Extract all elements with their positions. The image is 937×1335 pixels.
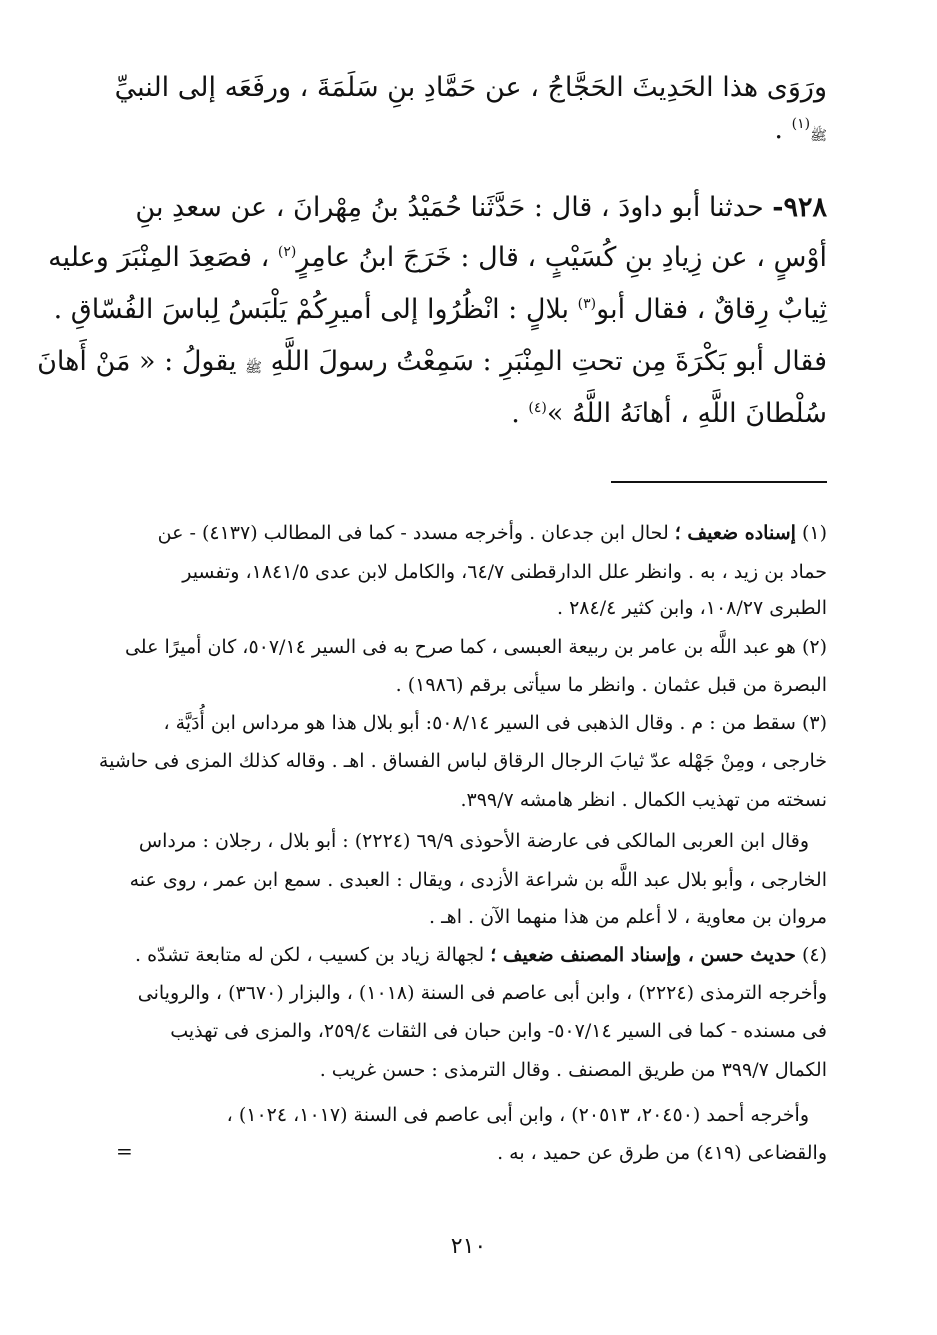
footnote-line: (٢) هو عبد اللَّه بن عامر بن ربيعة العبسى ، كما صرح به فى السير ٥٠٧/١٤، كان أميرًا على (124, 636, 827, 658)
footnote-line: وأخرجه الترمذى (٢٢٢٤) ، وابن أبى عاصم فى السنة (١٠١٨) ، والبزار (٣٦٧٠) ، والرويانى (137, 982, 827, 1004)
footnote-line: الطبرى ١٠٨/٢٧، وابن كثير ٢٨٤/٤ . (556, 597, 827, 619)
footnote-line: (١) إسناده ضعيف ؛ لحال ابن جدعان . وأخرجه مسدد - كما فى المطالب (٤١٣٧) - عن (157, 522, 827, 544)
main-text-line: ﷺ$^{(١)}$ . (774, 114, 827, 145)
footnote-line: (٣) سقط من : م . وقال الذهبى فى السير ٥٠٨/١٤: أبو بلال هذا هو مرداس ابن أُدَيَّة ، (163, 712, 827, 734)
footnote-ref: (١) (791, 116, 811, 132)
footnote-line: خارجى ، ومِنْ جَهْله عدّ ثيابَ الرجال الرقاق لباس الفساق . اهـ . وقاله كذلك المزى فى حاشية (98, 750, 827, 772)
footnote-line: وقال ابن العربى المالكى فى عارضة الأحوذى ٦٩/٩ (٢٢٢٤) : أبو بلال ، رجلان : مرداس (138, 830, 809, 852)
page-number: ٢١٠ (450, 1234, 487, 1259)
footnote-line: الكمال ٣٩٩/٧ من طريق المصنف . وقال الترمذى : حسن غريب . (319, 1059, 827, 1081)
salawat-glyph: ﷺ (810, 128, 827, 144)
footnote-line: حماد بن زيد ، به . وانظر علل الدارقطنى ٦٤/٧، والكامل لابن عدى ١٨٤١/٥، وتفسير (182, 561, 827, 583)
hadith-line: أوْسٍ ، عن زِيادِ بنِ كُسَيْبٍ ، قال : خَرَجَ ابنُ عامِرٍ$^{(٢)}$ ، فصَعِدَ المِنْبَرَ وعليه (48, 242, 827, 273)
salawat-glyph: ﷺ (245, 360, 263, 376)
footnote-ref: (٣) (577, 296, 597, 312)
hadith-number: ٩٢٨- (772, 192, 827, 223)
footnote-ref: (٤) (528, 400, 547, 416)
hadith-line: سُلْطانَ اللَّهِ ، أهانَهُ اللَّهُ »$^{(٤)}$ . (511, 398, 827, 429)
footnote-line: مروان بن معاوية ، لا أعلم من هذا منهما الآن . اهـ . (429, 906, 827, 928)
continuation-mark: = (116, 1139, 133, 1163)
footnote-line: والقضاعى (٤١٩) من طرق عن حميد ، به . (497, 1142, 827, 1164)
main-text-line: ورَوَى هذا الحَدِيثَ الحَجَّاجُ ، عن حَمَّادِ بنِ سَلَمَةَ ، ورفَعَه إلى النبيِّ (114, 72, 827, 103)
footnote-line: وأخرجه أحمد (٢٠٤٥٠، ٢٠٥١٣) ، وابن أبى عاصم فى السنة (١٠١٧، ١٠٢٤) ، (226, 1104, 809, 1126)
hadith-line: فقال أبو بَكْرَةَ مِن تحتِ المِنْبَرِ : سَمِعْتُ رسولَ اللَّهِ ﷺ يقولُ : « مَنْ أَهانَ (37, 346, 827, 377)
footnote-line: الخارجى ، وأبو بلال عبد اللَّه بن شراعة الأزدى ، ويقال : العبدى . سمع ابن عمر ، روى عنه (129, 869, 827, 891)
footnote-line: البصرة من قبل عثمان . وانظر ما سيأتى برقم (١٩٨٦) . (395, 674, 827, 696)
hadith-line: ٩٢٨- حدثنا أبو داودَ ، قال : حَدَّثَنا حُمَيْدُ بنُ مِهْرانَ ، عن سعدِ بنِ (135, 192, 827, 223)
footnote-line: نسخته من تهذيب الكمال . انظر هامشه ٣٩٩/٧. (460, 789, 827, 811)
footnote-divider (611, 481, 827, 483)
footnote-ref: (٢) (277, 244, 297, 260)
hadith-line: ثِيابٌ رِقاقٌ ، فقال أبو$^{(٣)}$ بلالٍ : انْظُرُوا إلى أميرِكُمْ يَلْبَسُ لِباسَ الفُسّاقِ . (53, 294, 827, 325)
footnote-line: فى مسنده - كما فى السير ٥٠٧/١٤- وابن حبان فى الثقات ٢٥٩/٤، والمزى فى تهذيب (170, 1020, 827, 1042)
footnote-line: (٤) حديث حسن ، وإسناد المصنف ضعيف ؛ لجهالة زياد بن كسيب ، لكن له متابعة تشدّه . (134, 944, 827, 966)
